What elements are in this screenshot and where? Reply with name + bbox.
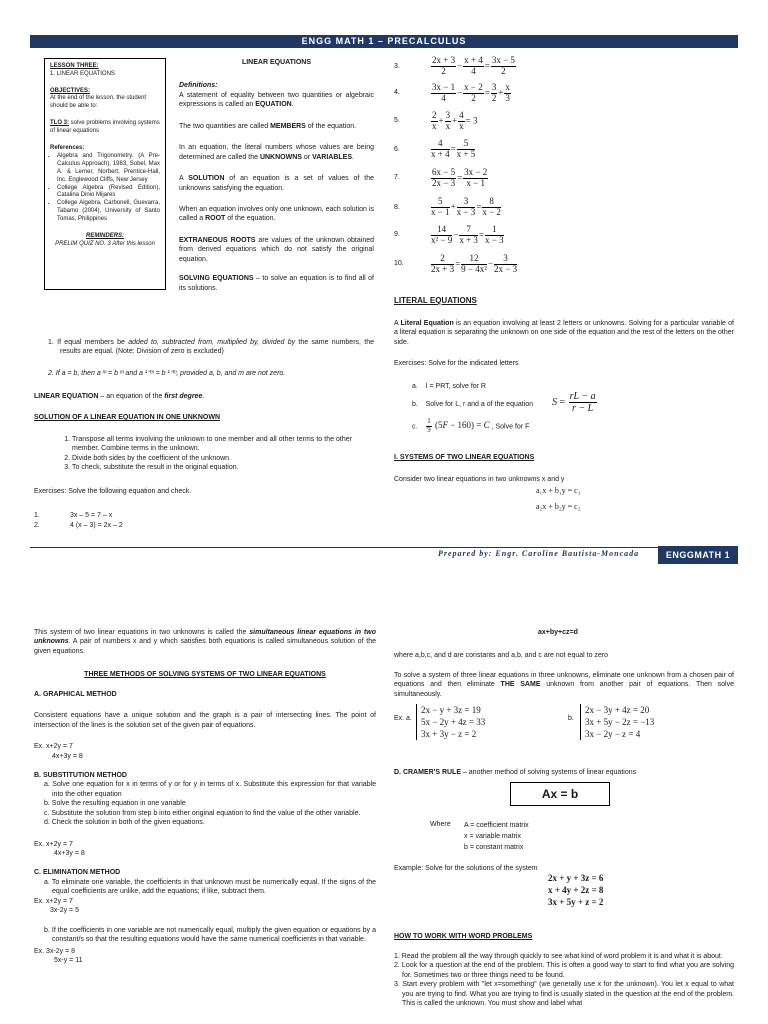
substitution-step: b. Solve the resulting equation in one variable <box>44 800 186 808</box>
linear-equation-text: – an equation of the <box>98 393 165 400</box>
reminders-text: PRELIM QUIZ NO. 3 After this lesson <box>55 241 155 248</box>
definitions-label: Definitions: <box>179 82 218 90</box>
definitions-column: LINEAR EQUATIONS Definitions: A statement of equality between two quantities or algebraic expressions is called an EQUATION. The two quantities are called MEMBERS of the equation. In an equation, the literal numbers whose values are being determined are called the UNKNOWNS or VARIABLES. A SOLUTION of an equation is a set of values of the unknowns satisfying the equation. When an equation involves only one unknown, each solution is called a ROOT of the equation. EXTRANEOUS ROOTS are values of the unknown obtained from derived equations which do not satisfy the original equation. SOLVING EQUATIONS – to solve an equation is to find all of its solutions. <box>179 59 375 292</box>
def-members-tail: of the equation. <box>305 122 357 130</box>
problem-number: 6. <box>394 146 400 153</box>
def-root-tail: of the equation. <box>225 215 276 223</box>
three-methods-title: THREE METHODS OF SOLVING SYSTEMS OF TWO LINEAR EQUATIONS <box>84 671 326 679</box>
def-members-text: The two quantities are called <box>179 122 271 130</box>
def-root-text: When an equation involves only one unknown, each solution is called a <box>179 205 374 223</box>
lesson-info-box <box>44 58 166 290</box>
page-separator <box>30 547 738 548</box>
simultaneous-intro-a: This system of two linear equations in two unknowns is called the <box>34 629 250 636</box>
exercise-2: 4 (x – 3) = 2x – 2 <box>70 522 123 529</box>
equation-5: $\frac{2}{x}$ + $\frac{3}{x}$ + $\frac{4}{x}$ = 3 <box>432 110 478 131</box>
objectives-title: OBJECTIVES: <box>50 87 91 94</box>
substitution-step: a. Solve one equation for x in terms of y or for y in terms of x. Substitute this expression for that variable into the other equation <box>44 781 376 798</box>
substitution-method-title: B. SUBSTITUTION METHOD <box>34 771 127 779</box>
equation-3: $\frac{2x + 3}{2}$ − $\frac{x + 4}{4}$ = $\frac{3x - 5}{2}$ <box>432 55 515 76</box>
prepared-by: Prepared by: Engr. Caroline Bautista-Moncada <box>438 549 640 558</box>
def-extraneous-term: EXTRANEOUS ROOTS <box>179 236 256 244</box>
rules-section <box>48 338 374 386</box>
def-variables-term: VARIABLES <box>312 153 352 161</box>
problem-number: 3. <box>394 63 400 70</box>
def-solution-term: SOLUTION <box>188 175 225 183</box>
def-root-term: ROOT <box>205 215 226 223</box>
equation-6: $\frac{4}{x + 4}$ = $\frac{5}{x + 5}$ <box>431 138 476 159</box>
elimination-method-title: C. ELIMINATION METHOD <box>34 869 121 877</box>
simultaneous-term: simultaneous linear equations in two unknowns <box>34 629 376 646</box>
example-a-eq: 3x + 3y − z = 2 <box>421 729 477 739</box>
problem-number: 7. <box>394 174 400 181</box>
graphical-example-2: 4x+3y = 8 <box>52 752 83 760</box>
matrix-def: x = variable matrix <box>464 833 521 840</box>
literal-def-text: is an equation involving at least 2 letters or unknowns. Solving for a particular variable of a literal equation is separating the unknown on one side of the equation and the rest of the letters on the other side. <box>394 319 734 346</box>
substitution-step: d. Check the solution in both of the given equations. <box>44 819 205 827</box>
rule-1-tail: the same numbers, the results are equal. (Note: Division of zero is excluded) <box>60 339 374 356</box>
example-b-eq: 3x + 5y − 2z = −13 <box>585 717 655 727</box>
literal-exercise-a-text: I = PRT, solve for R <box>425 383 486 390</box>
literal-equations-title: LITERAL EQUATIONS <box>394 296 477 305</box>
page2-left-column <box>34 628 376 965</box>
objectives-text: At the end of the lesson, the student should be able to: <box>50 95 147 110</box>
references-title: References: <box>50 144 85 151</box>
general-linear-equation: ax+by+cz=d <box>538 629 578 636</box>
example-a-eq: 5x − 2y + 4z = 33 <box>421 717 486 727</box>
elimination-example-1: Ex. x+2y = 7 <box>34 897 73 905</box>
def-unknowns-term: UNKNOWNS <box>259 153 302 161</box>
literal-exercise-c-text: , Solve for F <box>491 423 530 431</box>
system-equation-2: a₂x + b₂y = c₂ <box>536 502 581 511</box>
example-a-eq: 2x − y + 3z = 19 <box>421 705 481 715</box>
elimination-step-b: b. If the coefficients in one variable are not numerically equal, multiply the given equation or equations by a constant/s so that the resulting equations would have the same numerical coefficients in that variable. <box>44 926 376 944</box>
constants-note: where a,b,c, and d are constants and a,b, and c are not equal to zero <box>394 652 609 659</box>
def-extraneous-text: are values of the unknown obtained from derived equations which do not satisfy the original equation. <box>179 236 375 263</box>
system-equation-1: a₁x + b₁y = c₁ <box>536 486 581 495</box>
linear-equation-section: LINEAR EQUATION – an equation of the first degree. SOLUTION OF A LINEAR EQUATION IN ONE UNKNOWN 1. Transpose all terms involving the unknown to one member and all other terms to the other member. Combine terms in the unknown. 2. Divide both sides by the coefficient of the unknown. 3. To check, substitute the result in the original equation. Exercises: Solve the following equation and check. <box>34 392 374 504</box>
def-unknowns-or: or <box>301 153 313 161</box>
substitution-step: c. Substitute the solution from step b into either original equation to find the value of the other variable. <box>44 809 361 817</box>
problem-number: 5. <box>394 117 400 124</box>
example-a-label: Ex. a. <box>394 715 412 722</box>
word-problem-step: 1. Read the problem all the way through quickly to see what kind of word problem it is and what it is about. <box>394 953 723 960</box>
exercise-1-number: 1. <box>34 512 40 519</box>
substitution-example-2: 4x+3y = 8 <box>54 850 85 857</box>
elimination-example-3: Ex. 3x-2y = 8 <box>34 947 76 955</box>
def-solution-a: A <box>179 175 189 183</box>
cramers-rule-text: – another method of solving systems of linear equations <box>461 769 637 776</box>
the-same-term: THE SAME <box>500 681 541 689</box>
problem-number: 8. <box>394 204 400 211</box>
reference-item: • College Algebra (Revised Edition), Catalina Dinio Mijares <box>57 185 160 201</box>
example-b-system <box>580 704 654 740</box>
linear-equations-title: LINEAR EQUATIONS <box>241 59 312 66</box>
matrix-def: b = constant matrix <box>464 844 524 851</box>
lesson-title: LESSON THREE: <box>50 63 99 69</box>
def-equation-term: EQUATION <box>255 101 292 109</box>
equation-8: $\frac{5}{x - 1}$ + $\frac{3}{x - 3}$ = $\frac{8}{x - 2}$ <box>431 196 501 217</box>
equation-7: $\frac{6x - 5}{2x - 3}$ = $\frac{3x - 2}{x - 1}$ <box>432 167 488 188</box>
cramer-example-system <box>548 872 603 908</box>
reference-item: • Algebra and Trigonometry. (A Pre-Calculus Approach), 1983, Sobel, Max A. & Lerner, Norbert, Prentice-Hall, Inc. Englewood Cliffs, New Jersey <box>57 153 160 184</box>
substitution-example-1: Ex. x+2y = 7 <box>34 840 73 848</box>
example-b-eq: 2x − 3y + 4z = 20 <box>585 705 650 715</box>
reminders-title: REMINDERS: <box>85 232 124 239</box>
word-problem-step: 2. Look for a question at the end of the problem. This is often a good way to start to find what you are solving for. Sometimes two or three things need to be found. <box>394 962 734 979</box>
cramer-example-eq: x + 4y + 2z = 8 <box>548 885 604 895</box>
literal-equation-s: S = $\frac{rL - a}{r - L}$ <box>552 391 596 414</box>
footer-badge: ENGGMATH 1 <box>658 546 738 564</box>
literal-exercise-c: c. $\frac{1}{9}$ (5F − 160) = C , Solve for F <box>412 417 530 434</box>
example-b-eq: 3x − 2y − z = 4 <box>585 729 641 739</box>
solution-step: 3. To check, substitute the result in the original equation. <box>72 463 352 472</box>
literal-def-a: A <box>394 319 401 327</box>
equation-10: $\frac{2}{2x + 3}$ = $\frac{12}{\text{9 − 4x²}}$ − $\frac{3}{2x - 3}$ <box>431 253 518 274</box>
def-solution-text: of an equation is a set of values of the unknowns satisfying the equation. <box>179 175 375 192</box>
word-problems-list <box>394 952 734 1009</box>
problem-number: 10. <box>394 260 404 267</box>
exercises-heading: Exercises: Solve the following equation and check. <box>34 487 192 495</box>
example-a-system <box>416 704 485 740</box>
rule-1-text: 1. If equal members be <box>48 339 129 346</box>
three-unknowns-text-a: To solve a system of three linear equations in three unknowns, eliminate one unknown from a chosen pair of equations and then eliminate <box>394 672 734 689</box>
rule-2-text: 2. If a = b, then a ᵐ = b ᵐ and a ¹ᐟᵐ = b ¹ᐟᵐ, provided a, b, and m are not zero. <box>48 369 286 377</box>
literal-exercise-b-text: Solve for L, r and a of the equation <box>425 401 534 408</box>
exercise-2-number: 2. <box>34 522 40 529</box>
def-solving-term: SOLVING EQUATIONS <box>179 275 254 283</box>
cramers-rule-title: D. CRAMER'S RULE <box>394 769 461 776</box>
tlo-text: solve problems involving systems of linear equations <box>50 119 160 134</box>
literal-exercise-b: b. Solve for L, r and a of the equation <box>412 401 534 408</box>
equation-9: $\frac{14}{\text{x² − 9}}$ − $\frac{7}{x + 3}$ = $\frac{1}{x - 3}$ <box>431 224 504 245</box>
example-b-label: b. <box>568 715 574 722</box>
systems-two-linear-title: I. SYSTEMS OF TWO LINEAR EQUATIONS <box>394 454 535 461</box>
def-members-term: MEMBERS <box>270 122 306 130</box>
solution-steps-list <box>34 435 352 473</box>
problem-number: 4. <box>394 89 400 96</box>
literal-def-term: Literal Equation <box>400 319 454 327</box>
references-list <box>50 153 160 223</box>
elimination-example-2: 3x-2y = 5 <box>50 907 79 915</box>
solution-one-unknown-title: SOLUTION OF A LINEAR EQUATION IN ONE UNKNOWN <box>34 414 221 422</box>
matrix-def: A = coefficient matrix <box>464 822 529 829</box>
page-banner: ENGG MATH 1 – PRECALCULUS <box>30 35 738 48</box>
three-unknowns-text-c: unknown from another pair of equations. Then solve simultaneously. <box>394 681 734 698</box>
exercise-1: 3x – 5 = 7 – x <box>70 512 113 519</box>
def-solving-text: – to solve an equation is to find all of its solutions. <box>179 275 375 292</box>
first-degree-term: first degree <box>164 393 203 400</box>
def-unknowns-text: In an equation, the literal numbers whose values are being determined are called the <box>179 144 374 161</box>
reference-item: • College Algebra, Carbonell, Guevarra, Tabamo (2004), University of Santo Tomas, Philippines <box>57 200 160 223</box>
simultaneous-intro-c: . A pair of numbers x and y which satisfies both equations is called simultaneous solution of the given equations. <box>34 638 376 655</box>
equation-4: $\frac{3x - 1}{4}$ − $\frac{x - 2}{2}$ = $\frac{3}{2}$ + $\frac{x}{3}$ <box>432 82 510 103</box>
literal-equations-section <box>394 296 734 377</box>
graphical-method-text: Consistent equations have a unique solution and the graph is a pair of intersecting lines. The point of intersection of the lines is the solution set of the given pair of equations. <box>34 712 376 729</box>
three-unknowns-method <box>394 671 734 707</box>
solution-step: 1. Transpose all terms involving the unknown to one member and all other terms to the other member. Combine terms in the unknown. <box>72 435 352 454</box>
literal-exercises-heading: Exercises: Solve for the indicated letters <box>394 360 519 368</box>
literal-equation-c: $\frac{1}{9}$ (5F − 160) = C <box>427 417 490 434</box>
where-label: Where <box>430 821 451 828</box>
cramer-example-text: Example: Solve for the solutions of the system <box>394 865 538 872</box>
word-problem-step: 3. Start every problem with "let x=something" (we generally use x for the unknown). You let x equal to what you are trying to find. What you are trying to find is usually stated in the question at the end of the problem. This is called the unknown. You must show and label what <box>394 981 734 1008</box>
tlo-label: TLO 3: <box>50 119 69 126</box>
cramer-example-eq: 2x + y + 3z = 6 <box>548 873 604 883</box>
substitution-steps <box>34 780 376 827</box>
literal-exercise-a: a. I = PRT, solve for R <box>412 383 486 390</box>
matrix-equation-box: Ax = b <box>510 782 610 806</box>
problem-number: 9. <box>394 231 400 238</box>
def-equation-text: A statement of equality between two quantities or algebraic expressions is called an <box>179 91 374 109</box>
matrix-definitions <box>464 820 529 853</box>
word-problems-title: HOW TO WORK WITH WORD PROBLEMS <box>394 933 533 940</box>
graphical-method-title: A. GRAPHICAL METHOD <box>34 690 117 698</box>
graphical-example-1: Ex. x+2y = 7 <box>34 743 73 751</box>
linear-equation-term: LINEAR EQUATION <box>34 393 99 400</box>
systems-two-linear-text: Consider two linear equations in two unknowns x and y <box>394 476 565 483</box>
cramer-example-eq: 3x + 5y + z = 2 <box>548 897 604 907</box>
cramers-rule <box>394 768 636 777</box>
elimination-example-4: 5x-y = 11 <box>54 956 83 964</box>
elimination-step-a: a. To eliminate one variable, the coefficients in that unknown must be numerically equal. If the signs of the equal coefficients are unlike, add the equations; if like, subtract them. <box>44 878 376 896</box>
solution-step: 2. Divide both sides by the coefficient of the unknown. <box>72 454 352 463</box>
rule-1-ops: added to, subtracted from, multiplied by, divided by <box>128 339 296 346</box>
lesson-item: 1. LINEAR EQUATIONS <box>50 70 115 77</box>
